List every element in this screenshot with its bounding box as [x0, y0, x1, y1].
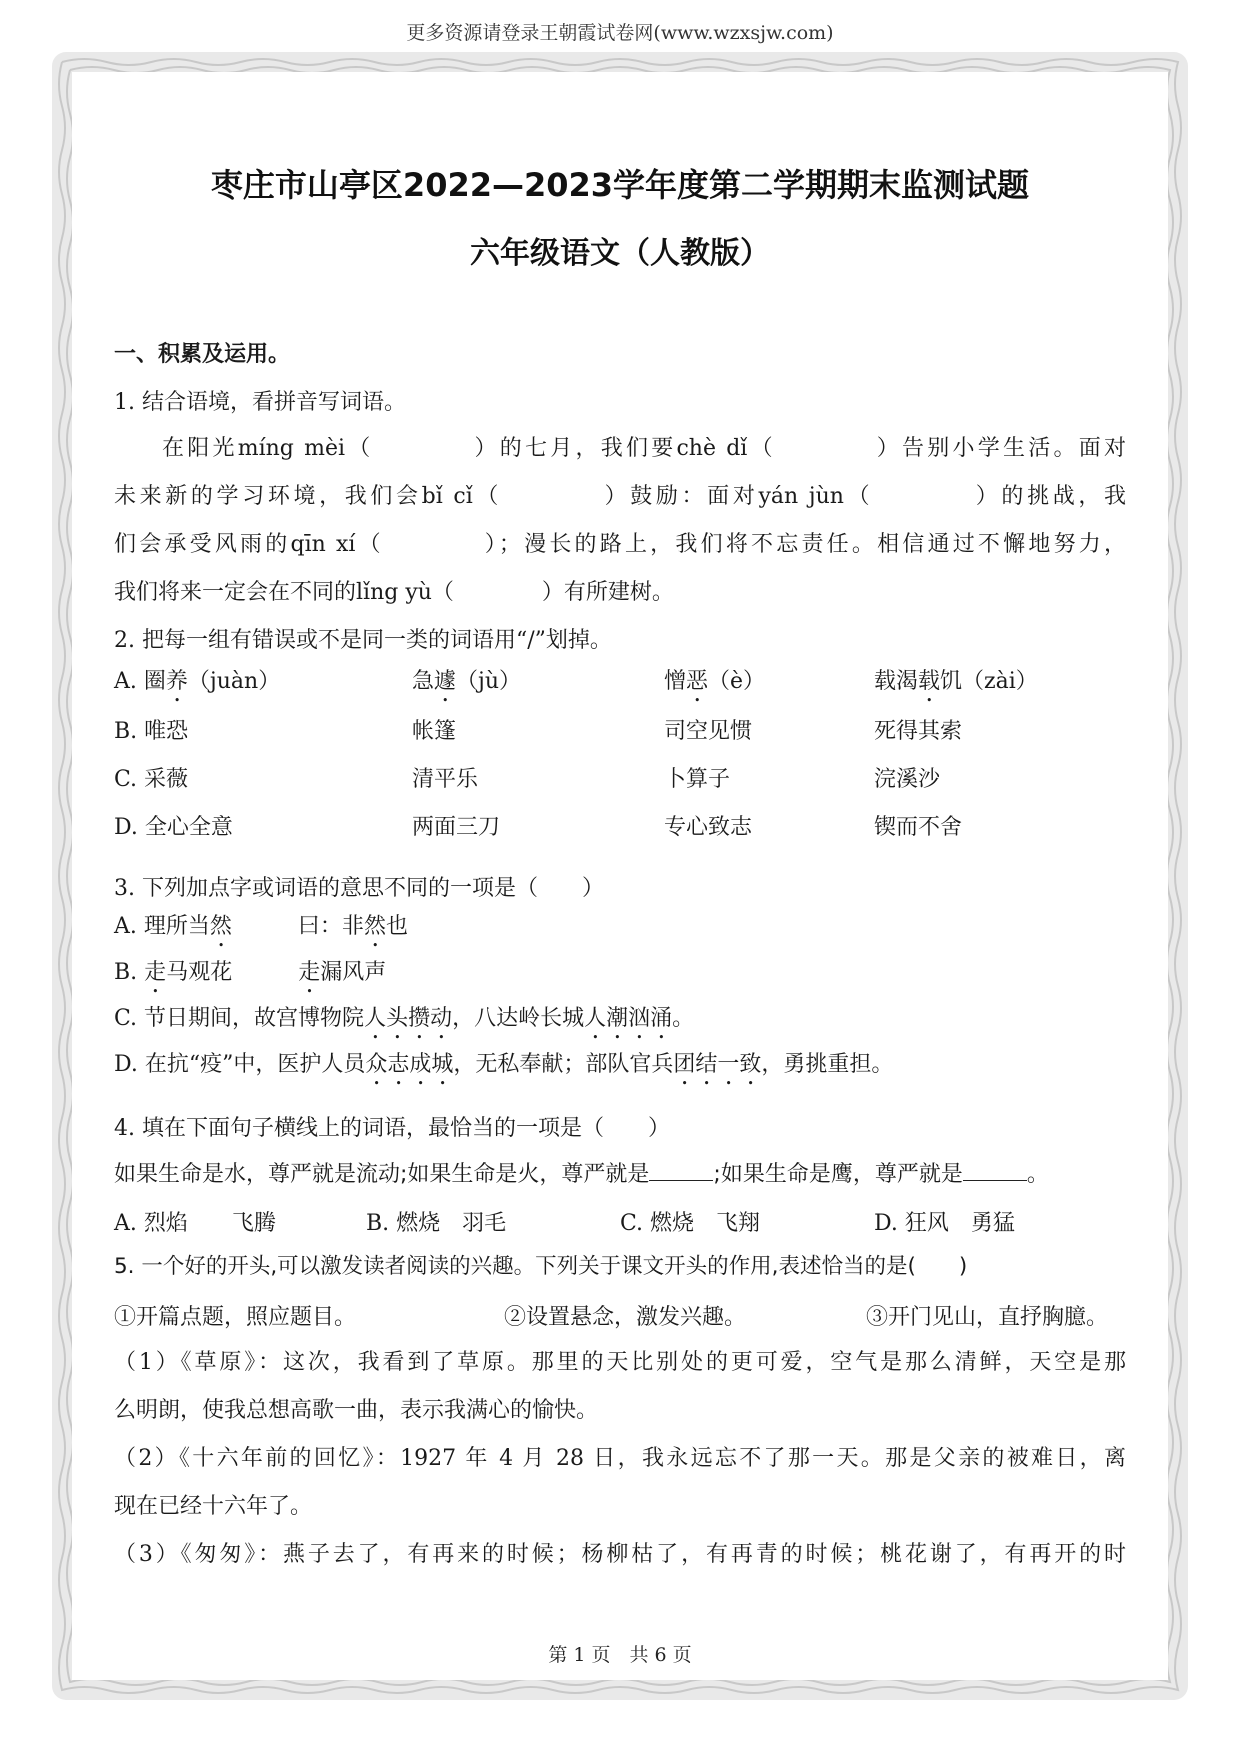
word-text: 两面三刀: [412, 815, 501, 840]
q2-option-row: [114, 762, 1126, 792]
dotted-phrase: 然: [363, 914, 386, 939]
word-text: 急: [412, 669, 435, 694]
word-text: 司空见惯: [664, 719, 753, 744]
q3-option: [114, 1004, 1126, 1044]
exam-subtitle: 六年级语文（人教版）: [470, 236, 770, 271]
exam-title: 枣庄市山亭区2022—2023学年度第二学期期末监测试题: [210, 166, 1030, 204]
option-text: 燃烧 羽毛: [396, 1211, 507, 1236]
q2-word: [664, 762, 730, 805]
option-text: [232, 960, 298, 985]
word-text: 圈: [143, 669, 166, 694]
q2-word: [874, 762, 940, 805]
word-text: 浣溪沙: [874, 767, 941, 792]
dotted-phrase: 走: [298, 960, 321, 985]
q5-choice-3: ③开门见山，直抒胸臆。: [866, 1305, 1109, 1330]
q2-word: [412, 664, 521, 707]
q2-word: [664, 714, 752, 757]
option-text: ，无私奉献；部队官兵: [453, 1052, 674, 1077]
option-text: 节日期间，故宫博物院: [144, 1006, 365, 1031]
option-text: 也: [385, 914, 408, 939]
q2-word: [114, 664, 280, 707]
q4-option-d: [874, 1206, 1015, 1237]
answer-blank-2[interactable]: [963, 1162, 1027, 1181]
option-text: ，八达岭长城: [452, 1006, 585, 1031]
word-text: 饥（zài）: [940, 669, 1038, 694]
q4-option-c: [620, 1206, 760, 1237]
q2-word: [412, 714, 456, 757]
option-label: B.: [114, 719, 138, 744]
dotted-phrase: 人潮汹涌: [584, 1006, 673, 1031]
q2-word: [664, 664, 765, 707]
option-text: 马观花: [166, 960, 233, 985]
q2-word: [412, 810, 500, 853]
dotted-phrase: 走: [144, 960, 167, 985]
dotted-phrase: 然: [209, 914, 232, 939]
option-text: 狂风 勇猛: [904, 1211, 1015, 1236]
dotted-character: 遽: [434, 669, 457, 694]
option-text: 燃烧 飞翔: [650, 1211, 761, 1236]
question-5-line-2: 么明朗，使我总想高歌一曲，表示我满心的愉快。: [114, 1398, 599, 1423]
option-label: D.: [114, 1052, 138, 1077]
question-1-line-1: 在阳光míng mèi（ ）的七月，我们要chè dǐ（ ）告别小学生活。面对: [162, 436, 1126, 461]
q2-option-row: [114, 714, 1126, 744]
word-text: 锲而不舍: [874, 815, 963, 840]
q2-word: [114, 810, 233, 853]
option-label: D.: [114, 815, 138, 840]
site-header: 更多资源请登录王朝霞试卷网(www.wzxsjw.com): [406, 22, 834, 44]
question-1-line-4: 我们将来一定会在不同的lǐng yù（ ）有所建树。: [114, 580, 674, 605]
q2-word: [874, 664, 1038, 707]
question-1-line-3: 们会承受风雨的qīn xí（ ）；漫长的路上，我们将不忘责任。相信通过不懈地努力，: [114, 532, 1126, 557]
q2-word: [664, 810, 752, 853]
question-4-sentence: [114, 1160, 1126, 1190]
question-5-line-5: （3）《匆匆》：燕子去了，有再来的时候；杨柳枯了，有再青的时候；桃花谢了，有再开的时: [114, 1542, 1126, 1567]
option-text: 烈焰 飞腾: [143, 1211, 276, 1236]
dotted-character: 恶: [686, 669, 709, 694]
word-text: 清平乐: [412, 767, 479, 792]
option-label: D.: [874, 1211, 898, 1236]
dotted-phrase: 众志成城: [365, 1052, 454, 1077]
question-4-stem: 4. 填在下面句子横线上的词语，最恰当的一项是（ ）: [114, 1116, 670, 1141]
word-text: 死得其索: [874, 719, 963, 744]
word-text: 卜算子: [664, 767, 731, 792]
q4-option-a: [114, 1206, 276, 1237]
q2-word: [874, 714, 962, 757]
question-5-line-1: （1）《草原》：这次，我看到了草原。那里的天比别处的更可爱，空气是那么清鲜，天空是那: [114, 1350, 1126, 1375]
option-label: C.: [114, 767, 138, 792]
q2-option-row: [114, 810, 1126, 840]
q2-word: [114, 714, 188, 757]
option-text: ，勇挑重担。: [761, 1052, 894, 1077]
word-text: 载渴: [874, 669, 919, 694]
section-heading: 一、积累及运用。: [114, 342, 291, 367]
question-3-stem: 3. 下列加点字或词语的意思不同的一项是（ ）: [114, 876, 604, 901]
word-text: 专心致志: [664, 815, 753, 840]
option-text: 。: [672, 1006, 695, 1031]
page-footer: 第 1 页 共 6 页: [548, 1644, 692, 1666]
question-2-stem: 2. 把每一组有错误或不是同一类的词语用“/”划掉。: [114, 628, 612, 653]
dotted-phrase: 人头攒动: [364, 1006, 453, 1031]
word-text: 帐篷: [412, 719, 457, 744]
question-5-choices: [114, 1300, 1126, 1330]
q3-option: [114, 912, 1126, 952]
option-label: A.: [114, 914, 137, 939]
q2-word: [874, 810, 962, 853]
option-text: 曰：非: [231, 914, 364, 939]
q5-choice-2: ②设置悬念，激发兴趣。: [504, 1305, 747, 1330]
dotted-phrase: 团结一致: [673, 1052, 762, 1077]
word-text: （juàn）: [187, 669, 281, 694]
answer-blank-1[interactable]: [649, 1162, 713, 1181]
question-4-sentence-part-b: ;如果生命是鹰，尊严就是: [713, 1162, 963, 1187]
word-text: （jù）: [456, 669, 522, 694]
question-4-sentence-part-a: 如果生命是水，尊严就是流动;如果生命是火，尊严就是: [114, 1162, 650, 1187]
question-4-options: [114, 1206, 1126, 1236]
option-label: C.: [620, 1211, 644, 1236]
option-label: A.: [114, 669, 137, 694]
word-text: 采薇: [144, 767, 189, 792]
q3-option: [114, 958, 1126, 998]
word-text: 唯恐: [144, 719, 189, 744]
dotted-character: 养: [165, 669, 188, 694]
option-text: 在抗“疫”中，医护人员: [144, 1052, 366, 1077]
question-1-stem: 1. 结合语境，看拼音写词语。: [114, 390, 406, 415]
word-text: 憎: [664, 669, 687, 694]
question-5-line-3: （2）《十六年前的回忆》：1927 年 4 月 28 日，我永远忘不了那一天。那是父亲的被难日，离: [114, 1446, 1126, 1471]
q4-option-b: [366, 1206, 506, 1237]
question-5-line-4: 现在已经十六年了。: [114, 1494, 313, 1519]
option-label: A.: [114, 1211, 137, 1236]
option-label: C.: [114, 1006, 138, 1031]
q5-choice-1: ①开篇点题，照应题目。: [114, 1305, 357, 1330]
question-1-line-2: 未来新的学习环境，我们会bǐ cǐ（ ）鼓励：面对yán jùn（ ）的挑战，我: [114, 484, 1126, 509]
q2-word: [412, 762, 478, 805]
option-label: B.: [114, 960, 138, 985]
option-text: 理所当: [143, 914, 210, 939]
question-5-stem: 5. 一个好的开头,可以激发读者阅读的兴趣。下列关于课文开头的作用,表述恰当的是( ): [114, 1254, 968, 1279]
option-label: B.: [366, 1211, 390, 1236]
q3-option: [114, 1050, 1126, 1090]
q2-option-row: [114, 664, 1126, 694]
q2-word: [114, 762, 188, 805]
dotted-character: 载: [918, 669, 941, 694]
question-4-sentence-end: 。: [1026, 1162, 1049, 1187]
option-text: 漏风声: [320, 960, 387, 985]
word-text: （è）: [708, 669, 766, 694]
word-text: 全心全意: [144, 815, 233, 840]
